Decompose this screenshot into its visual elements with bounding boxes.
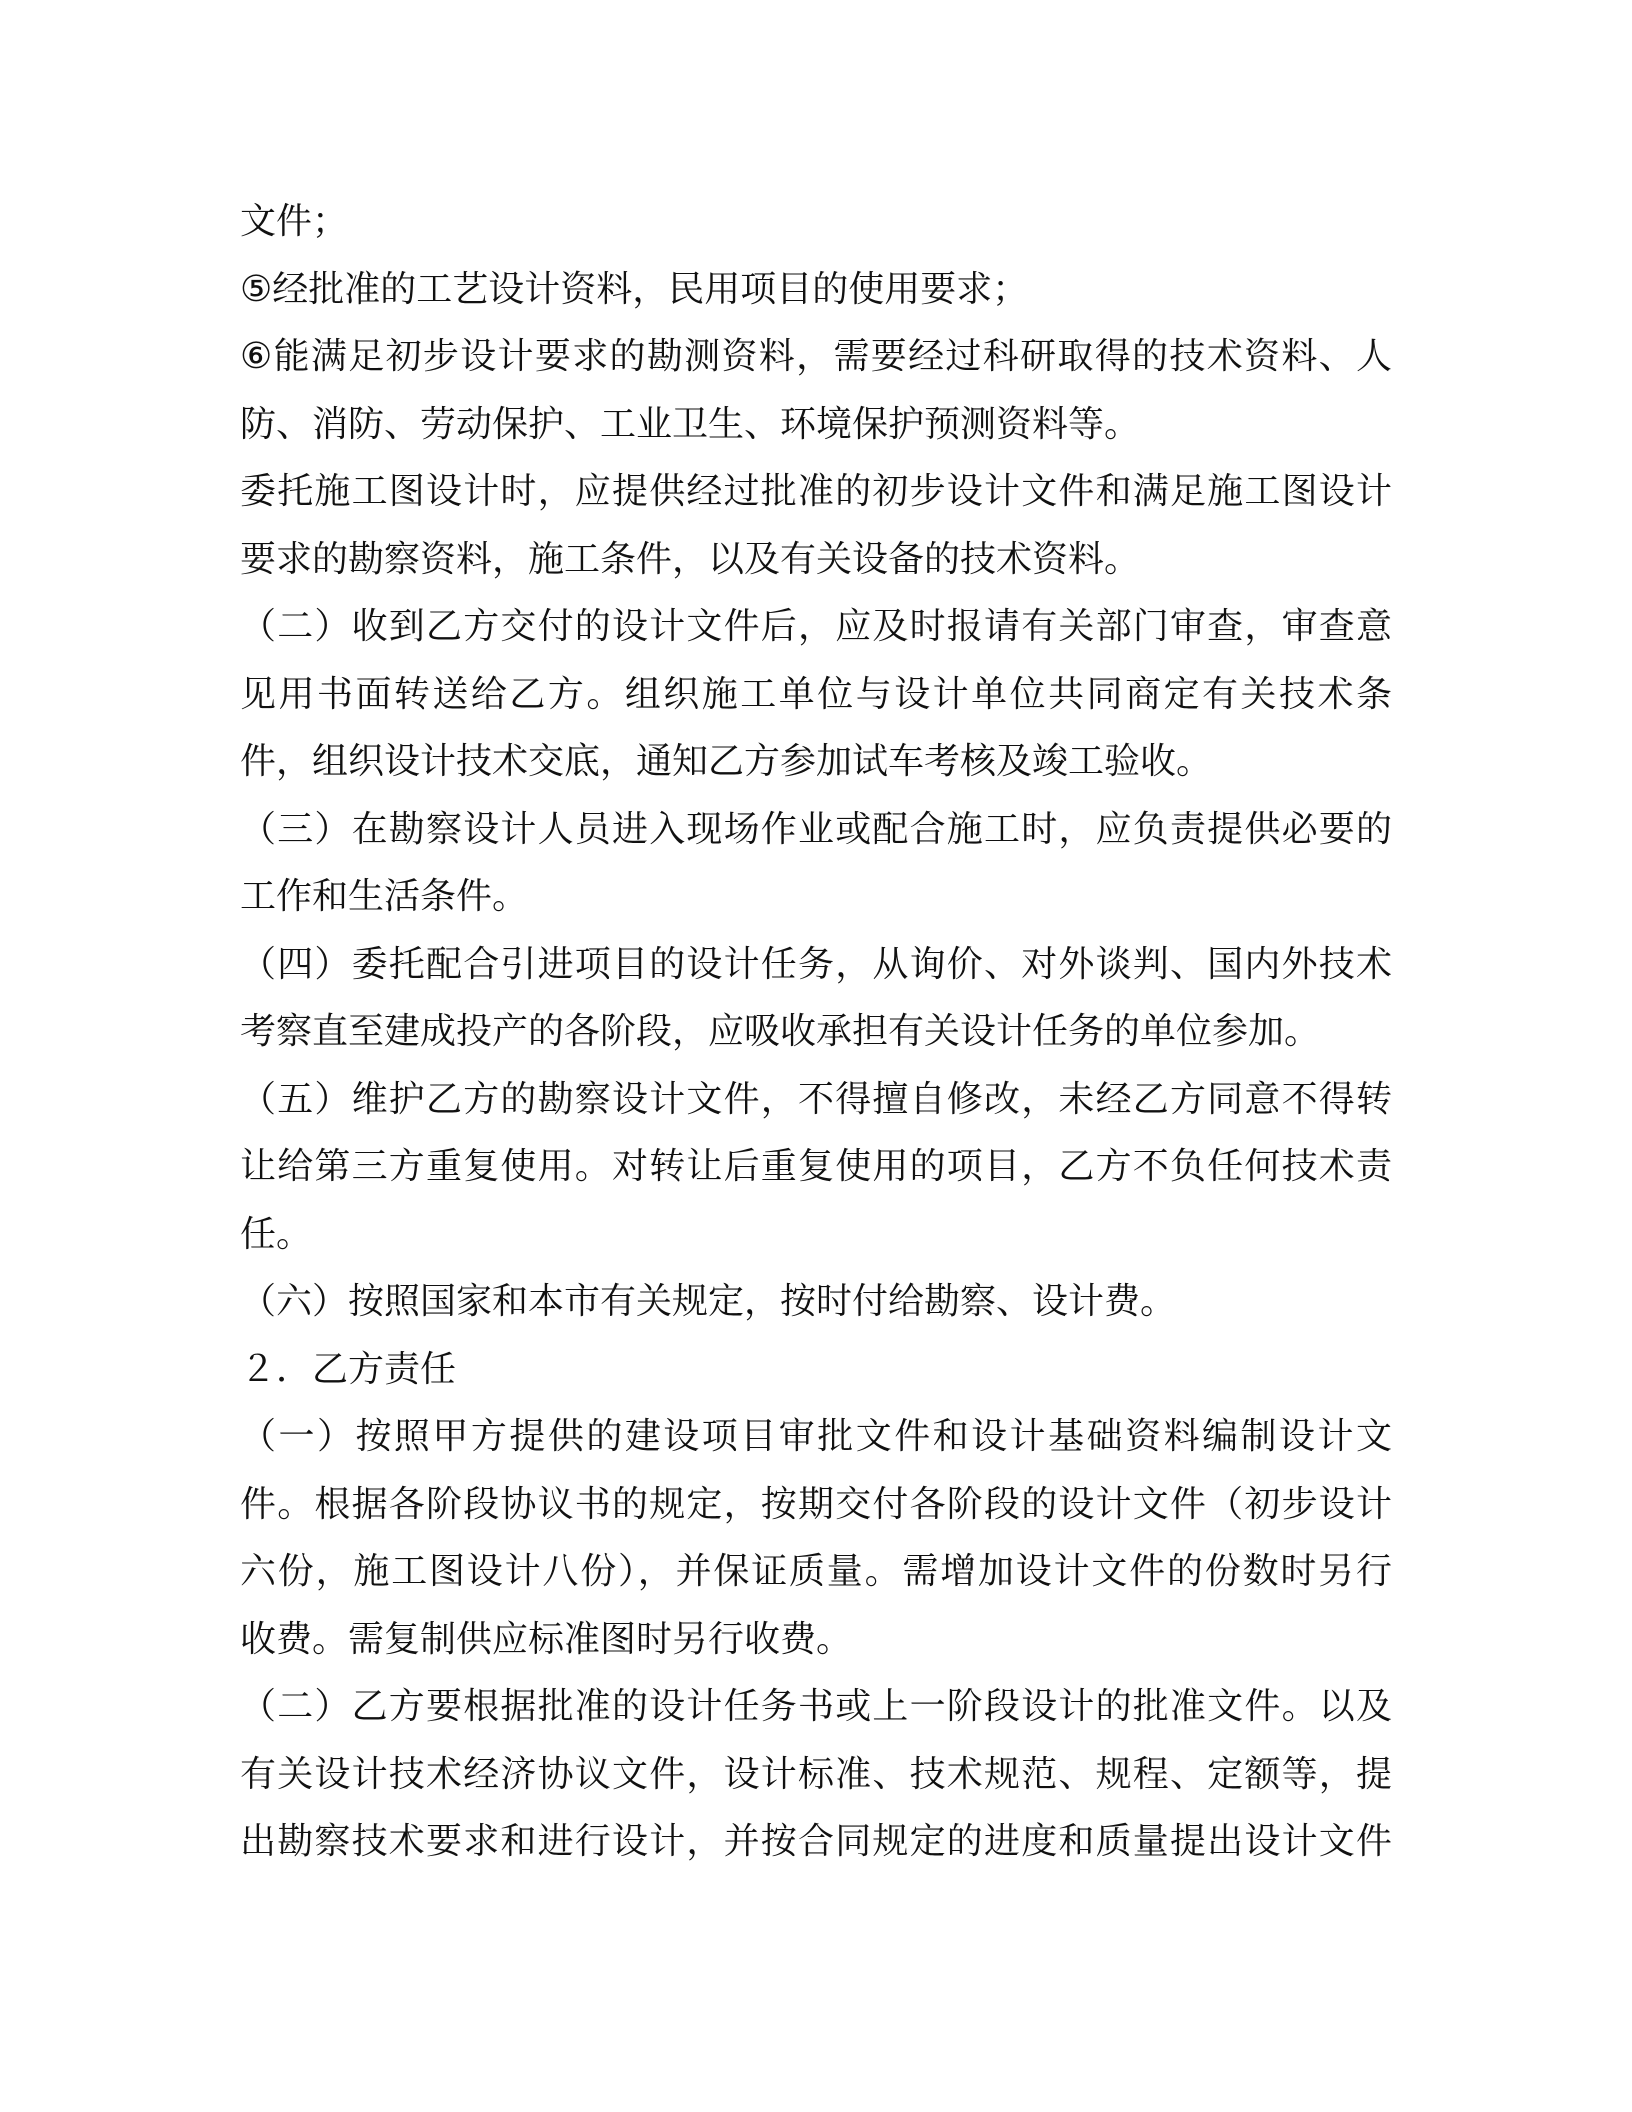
document-body [240, 188, 1392, 1876]
text-line: 六份，施工图设计八份），并保证质量。需增加设计文件的份数时另行 [240, 1551, 1392, 1592]
text-line: ⑤经批准的工艺设计资料，民用项目的使用要求； [240, 268, 1029, 310]
text-line: 件，组织设计技术交底，通知乙方参加试车考核及竣工验收。 [240, 741, 1213, 782]
text-line: 文件； [240, 201, 349, 242]
text-line: 任。 [240, 1213, 313, 1255]
text-line: （二）收到乙方交付的设计文件后，应及时报请有关部门审查，审查意 [240, 606, 1392, 647]
text-line: 要求的勘察资料，施工条件，以及有关设备的技术资料。 [240, 538, 1141, 580]
text-line: （六）按照国家和本市有关规定，按时付给勘察、设计费。 [240, 1281, 1177, 1322]
text-line: 委托施工图设计时，应提供经过批准的初步设计文件和满足施工图设计 [240, 471, 1392, 512]
text-line: 件。根据各阶段协议书的规定，按期交付各阶段的设计文件（初步设计 [240, 1483, 1392, 1525]
text-line: 防、消防、劳动保护、工业卫生、环境保护预测资料等。 [240, 403, 1141, 445]
text-line: 有关设计技术经济协议文件，设计标准、技术规范、规程、定额等，提 [240, 1753, 1392, 1795]
text-line: 考察直至建成投产的各阶段，应吸收承担有关设计任务的单位参加。 [240, 1011, 1321, 1052]
text-line: （五）维护乙方的勘察设计文件，不得擅自修改，未经乙方同意不得转 [240, 1078, 1392, 1120]
text-line: （三）在勘察设计人员进入现场作业或配合施工时，应负责提供必要的 [240, 808, 1392, 850]
section-heading: ２．乙方责任 [240, 1348, 457, 1390]
text-line: 工作和生活条件。 [240, 876, 529, 917]
text-line: 让给第三方重复使用。对转让后重复使用的项目，乙方不负任何技术责 [240, 1146, 1392, 1187]
text-line: （四）委托配合引进项目的设计任务，从询价、对外谈判、国内外技术 [240, 943, 1392, 985]
text-line: 见用书面转送给乙方。组织施工单位与设计单位共同商定有关技术条 [240, 673, 1392, 715]
text-line: ⑥能满足初步设计要求的勘测资料，需要经过科研取得的技术资料、人 [240, 336, 1392, 377]
text-line: （一）按照甲方提供的建设项目审批文件和设计基础资料编制设计文 [240, 1416, 1392, 1457]
text-line: 出勘察技术要求和进行设计，并按合同规定的进度和质量提出设计文件 [240, 1821, 1392, 1862]
text-line: （二）乙方要根据批准的设计任务书或上一阶段设计的批准文件。以及 [240, 1686, 1392, 1727]
text-line: 收费。需复制供应标准图时另行收费。 [240, 1618, 853, 1660]
